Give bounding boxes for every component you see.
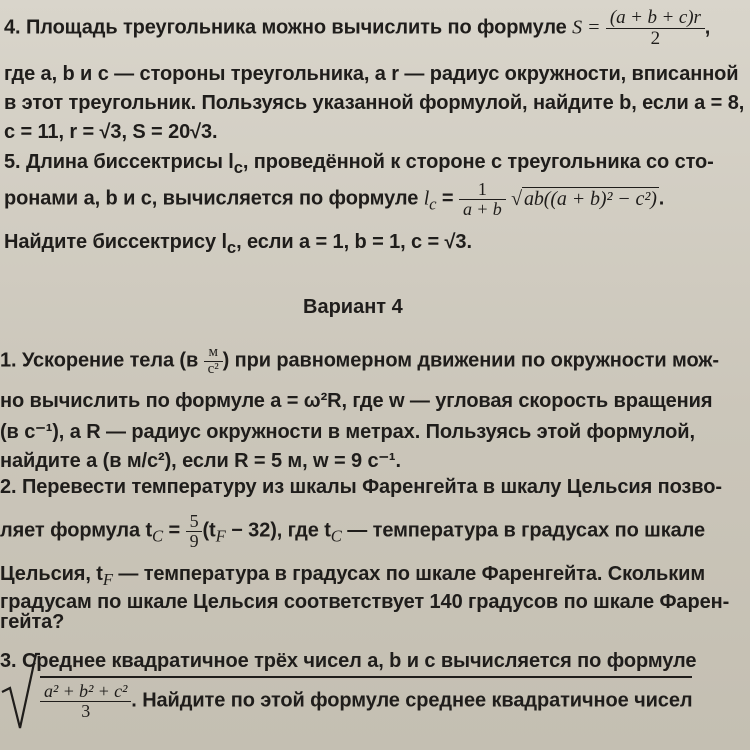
problem-text: ляет формула t bbox=[0, 519, 153, 542]
problem-text: , проведённой к стороне c треугольника со сто- bbox=[242, 151, 714, 173]
problem-text: Площадь треугольника можно вычислить по формуле bbox=[25, 16, 567, 39]
v4-problem-1-line-2: но вычислить по формуле a = ω²R, где w — угловая скорость вращения bbox=[0, 390, 713, 412]
fraction-denominator: 3 bbox=[81, 700, 91, 721]
v4-problem-1-line-1 bbox=[0, 345, 719, 378]
v4-problem-1-line-4: найдите a (в м/с²), если R = 5 м, w = 9 с⁻¹. bbox=[0, 450, 401, 472]
radicand: ab((a + b)² − c²) bbox=[523, 187, 657, 210]
problem-text: — температура в градусах по шкале bbox=[341, 519, 706, 542]
fraction-denominator: 9 bbox=[189, 530, 199, 551]
v4-problem-2-line-2 bbox=[0, 512, 705, 551]
problem-4-line-1 bbox=[4, 8, 710, 49]
equals: = bbox=[163, 519, 181, 542]
subscript: F bbox=[102, 570, 113, 589]
problem-text: Найдите биссектрису l bbox=[4, 231, 227, 253]
v4-problem-2-line-1 bbox=[0, 476, 722, 499]
problem-4-line-2: где a, b и c — стороны треугольника, a r — радиус окружности, вписанной bbox=[4, 63, 739, 85]
problem-text: Цельсия, t bbox=[0, 563, 103, 585]
radical-sign: √ bbox=[511, 187, 522, 210]
fraction-numerator: a² + b² + c² bbox=[40, 682, 131, 702]
formula-fraction bbox=[606, 8, 705, 49]
fraction-denominator: 2 bbox=[650, 27, 661, 49]
v4-problem-2-line-3 bbox=[0, 563, 705, 590]
punctuation: . bbox=[658, 187, 665, 210]
fraction-numerator: м bbox=[204, 345, 223, 362]
subscript: C bbox=[330, 526, 342, 546]
problem-5-line-3 bbox=[4, 231, 472, 258]
problem-text: Ускорение тела (в bbox=[21, 349, 199, 372]
problem-text: − 32), где t bbox=[225, 519, 331, 542]
problem-number: 3. bbox=[0, 650, 17, 672]
problem-number: 4. bbox=[4, 16, 21, 39]
formula-lhs: S = bbox=[572, 16, 601, 39]
v4-problem-2-line-5: гейта? bbox=[0, 611, 65, 633]
problem-number: 1. bbox=[0, 349, 17, 372]
subscript: C bbox=[152, 526, 164, 546]
problem-5-line-1 bbox=[4, 151, 714, 178]
subscript: c bbox=[429, 194, 437, 214]
problem-4-line-3: в этот треугольник. Пользуясь указанной формулой, найдите b, если a = 8, bbox=[4, 92, 745, 114]
punctuation: , bbox=[704, 16, 711, 39]
formula-fraction bbox=[459, 180, 506, 219]
problem-number: 2. bbox=[0, 476, 17, 498]
subscript: F bbox=[215, 526, 226, 546]
problem-text: (t bbox=[202, 519, 216, 542]
fraction-numerator: 1 bbox=[459, 180, 506, 200]
problem-number: 5. bbox=[4, 151, 21, 173]
variant-heading: Вариант 4 bbox=[303, 296, 403, 318]
fraction-denominator: с² bbox=[207, 360, 219, 377]
problem-text: — температура в градусах по шкале Фаренгейта. Скольким bbox=[112, 563, 706, 585]
problem-text: . Найдите по этой формуле среднее квадратичное чисел bbox=[131, 689, 693, 712]
radical-sign-icon bbox=[0, 652, 40, 732]
problem-text: Среднее квадратичное трёх чисел a, b и c вычисляется по формуле bbox=[21, 650, 697, 672]
problem-text: Перевести температуру из шкалы Фаренгейта в шкалу Цельсия позво- bbox=[21, 476, 722, 498]
v4-problem-2-line-4: градусам по шкале Цельсия соответствует 140 градусов по шкале Фарен- bbox=[0, 591, 730, 613]
formula-lhs: l bbox=[423, 187, 430, 210]
subscript: c bbox=[233, 158, 243, 177]
equals: = bbox=[436, 187, 454, 210]
v4-problem-3-line-1 bbox=[0, 650, 696, 673]
units-fraction bbox=[204, 345, 223, 378]
problem-text: Длина биссектрисы l bbox=[25, 151, 234, 173]
problem-text: ) при равномерном движении по окружности мож- bbox=[222, 349, 719, 372]
fraction-denominator: a + b bbox=[462, 198, 502, 219]
formula-fraction bbox=[186, 512, 203, 551]
fraction-numerator: (a + b + c)r bbox=[606, 8, 705, 29]
problem-5-line-2 bbox=[4, 180, 664, 219]
problem-text: , если a = 1, b = 1, c = √3. bbox=[236, 231, 472, 253]
fraction-numerator: 5 bbox=[186, 512, 203, 532]
formula-fraction bbox=[40, 682, 131, 721]
v4-problem-1-line-3: (в с⁻¹), а R — радиус окружности в метрах. Пользуясь этой формулой, bbox=[0, 421, 695, 443]
problem-4-line-4: c = 11, r = √3, S = 20√3. bbox=[4, 121, 218, 143]
square-root bbox=[511, 188, 659, 211]
v4-problem-3-line-2 bbox=[40, 676, 692, 721]
subscript: c bbox=[226, 238, 237, 257]
problem-text: ронами a, b и c, вычисляется по формуле bbox=[4, 187, 419, 210]
